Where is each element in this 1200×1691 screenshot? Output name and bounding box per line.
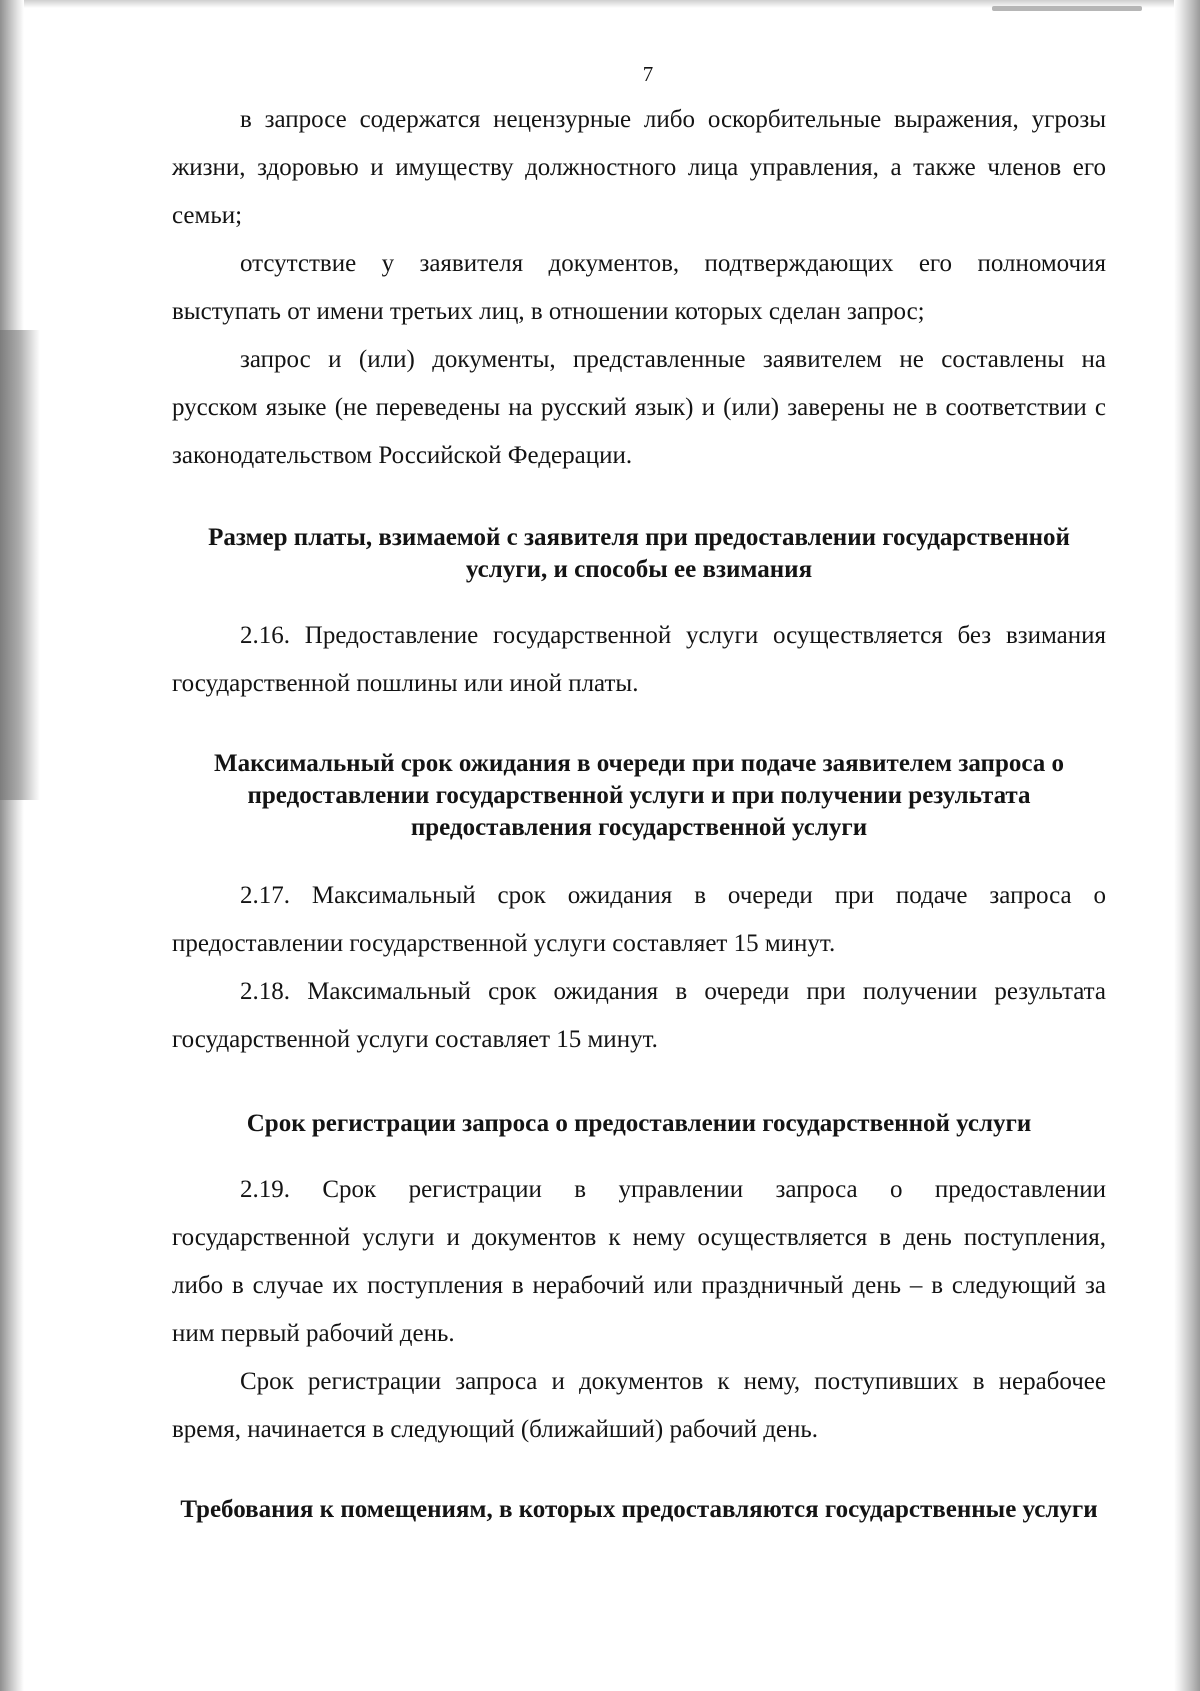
paragraph-no-authority: отсутствие у заявителя документов, подтверждающих его полномочия выступать от имени третьих лиц, в отношении которых сделан запрос; <box>172 250 1106 325</box>
paragraph-language-requirement: запрос и (или) документы, представленные заявителем не составлены на русском языке (не переведены на русский язык) и (или) заверены не в соответствии с законодательством Российской Федерации. <box>172 346 1106 469</box>
paragraph-2-19: 2.19. Срок регистрации в управлении запроса о предоставлении государственной услуги и документов к нему осуществляется в день поступления, либо в случае их поступления в нерабочий или праздничный день – в следующий за ним первый рабочий день. <box>172 1176 1106 1347</box>
page-number: 7 <box>642 62 654 86</box>
paragraph-obscene-language: в запросе содержатся нецензурные либо оскорбительные выражения, угрозы жизни, здоровью и имуществу должностного лица управления, а также членов его семьи; <box>172 106 1106 229</box>
scan-left-edge <box>0 0 24 1691</box>
heading-registration-term: Срок регистрации запроса о предоставлении государственной услуги <box>246 1110 1032 1137</box>
heading-queue-time: Максимальный срок ожидания в очереди при подаче заявителем запроса о предоставлении государственной услуги и при получении результата предоставления государственной услуги <box>213 750 1064 841</box>
paragraph-2-17: 2.17. Максимальный срок ожидания в очереди при подаче запроса о предоставлении государственной услуги составляет 15 минут. <box>172 882 1106 957</box>
paragraph-registration-non-working: Срок регистрации запроса и документов к нему, поступивших в нерабочее время, начинается в следующий (ближайший) рабочий день. <box>172 1368 1106 1443</box>
heading-premises-requirements: Требования к помещениям, в которых предоставляются государственные услуги <box>180 1496 1098 1523</box>
paragraph-2-18: 2.18. Максимальный срок ожидания в очереди при получении результата государственной услуги составляет 15 минут. <box>172 978 1106 1053</box>
paragraph-2-16: 2.16. Предоставление государственной услуги осуществляется без взимания государственной пошлины или иной платы. <box>172 622 1106 697</box>
scan-right-edge <box>1174 0 1200 1691</box>
scan-mark <box>992 6 1142 11</box>
heading-fee: Размер платы, взимаемой с заявителя при предоставлении государственной услуги, и способы ее взимания <box>208 524 1070 583</box>
scan-left-shadow <box>0 330 40 800</box>
